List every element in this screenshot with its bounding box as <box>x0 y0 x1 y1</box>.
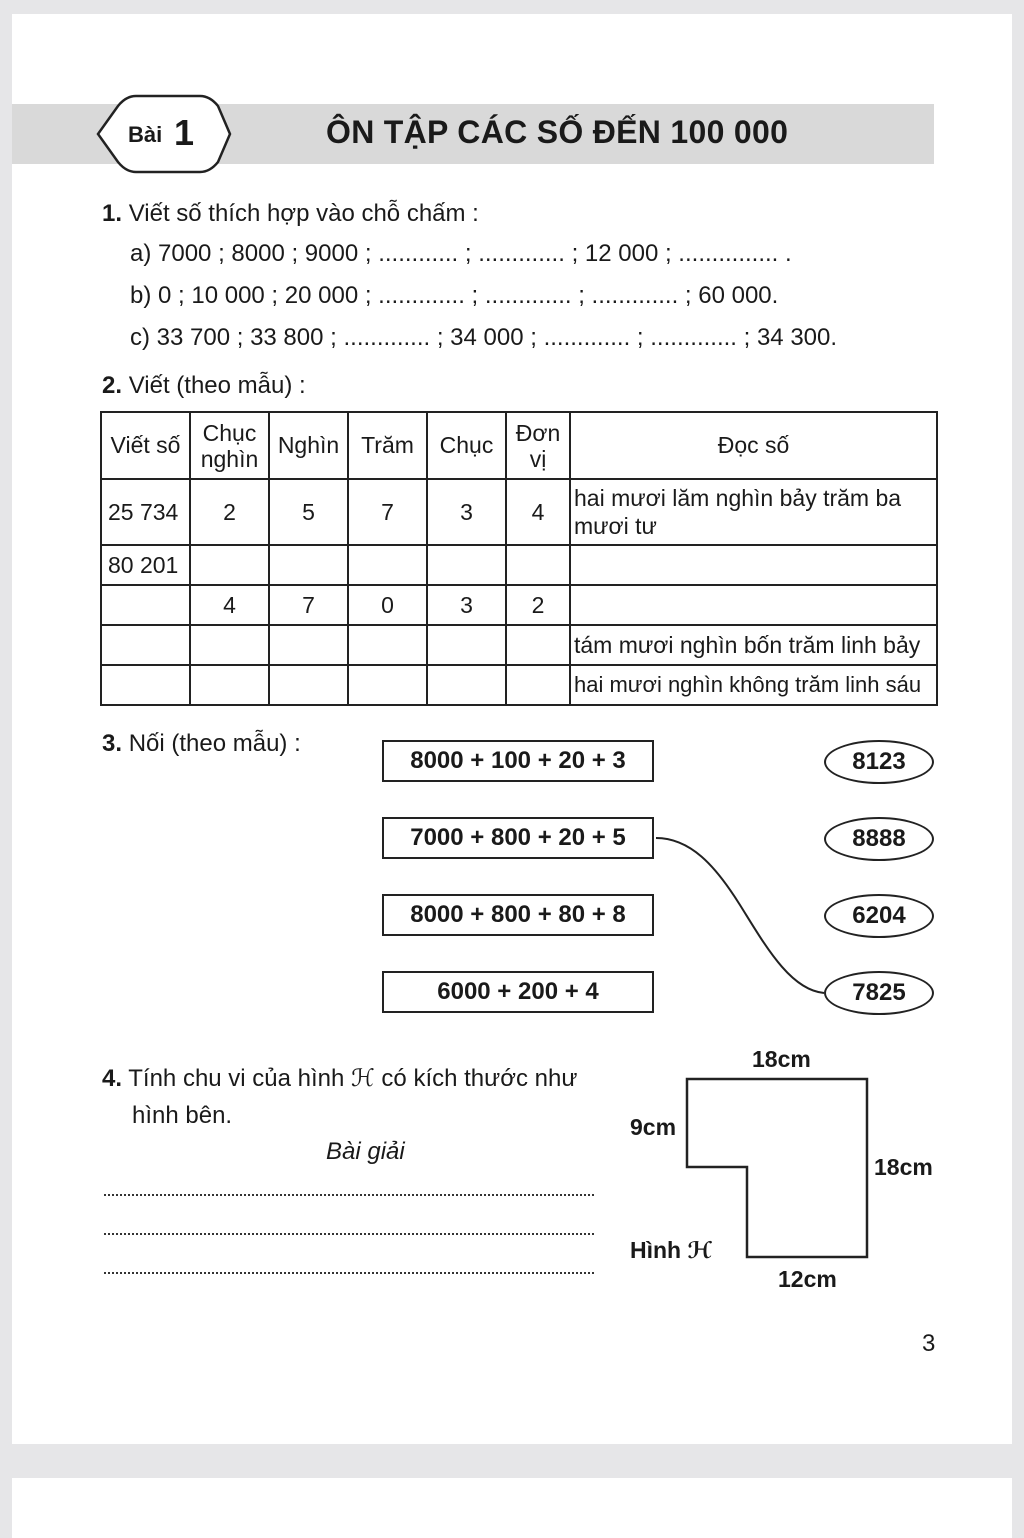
dimension-top: 18cm <box>752 1046 811 1072</box>
cell-chuc-nghin: 2 <box>190 479 269 545</box>
expression-box[interactable]: 7000 + 800 + 20 + 5 <box>382 817 654 859</box>
exercise-3-number: 3. <box>102 730 123 757</box>
cell-doc-so: hai mươi lăm nghìn bảy trăm ba mươi tư <box>570 479 937 545</box>
dimension-right: 18cm <box>874 1154 933 1180</box>
expression-box[interactable]: 8000 + 800 + 80 + 8 <box>382 894 654 936</box>
result-oval[interactable]: 7825 <box>824 971 934 1015</box>
result-oval[interactable]: 8888 <box>824 817 934 861</box>
result-oval[interactable]: 8123 <box>824 740 934 784</box>
lesson-word: Bài <box>128 122 163 147</box>
solution-label: Bài giải <box>326 1138 405 1165</box>
lesson-number: 1 <box>174 112 195 153</box>
header-tram: Trăm <box>348 412 427 479</box>
result-oval[interactable]: 6204 <box>824 894 934 938</box>
exercise-2-text: Viết (theo mẫu) : <box>128 372 306 399</box>
exercise-1-text: Viết số thích hợp vào chỗ chấm : <box>128 200 479 227</box>
page-title: ÔN TẬP CÁC SỐ ĐẾN 100 000 <box>326 114 789 150</box>
exercise-4-text-line2: hình bên. <box>132 1102 233 1129</box>
cell-doc-so: tám mươi nghìn bốn trăm linh bảy <box>570 625 937 665</box>
header-chuc: Chục <box>427 412 506 479</box>
dimension-left: 9cm <box>630 1114 677 1140</box>
header-nghin: Nghìn <box>269 412 348 479</box>
header-viet-so: Viết số <box>101 412 190 479</box>
cell-tram: 0 <box>348 585 427 625</box>
expression-box[interactable]: 6000 + 200 + 4 <box>382 971 654 1013</box>
cell-tram: 7 <box>348 479 427 545</box>
cell-number: 25 734 <box>101 479 190 545</box>
cell-nghin: 5 <box>269 479 348 545</box>
exercise-4-text: Tính chu vi của hình ℋ có kích thước như <box>128 1065 578 1092</box>
figure-name: Hình ℋ <box>630 1237 713 1263</box>
page-number: 3 <box>922 1330 936 1357</box>
cell-chuc: 3 <box>427 585 506 625</box>
header-don-vi: Đơn vị <box>506 412 570 479</box>
cell-doc-so: hai mươi nghìn không trăm linh sáu <box>570 665 937 705</box>
cell-chuc: 3 <box>427 479 506 545</box>
exercise-1-line-c: c) 33 700 ; 33 800 ; ............. ; 34 000 ; ............. ; ............. ; 34 300. <box>130 324 838 351</box>
exercise-1-number: 1. <box>102 200 123 227</box>
cell-chuc-nghin: 4 <box>190 585 269 625</box>
header-chuc-nghin: Chục nghìn <box>190 412 269 479</box>
cell-nghin: 7 <box>269 585 348 625</box>
exercise-4-number: 4. <box>102 1065 123 1092</box>
exercise-1-line-b: b) 0 ; 10 000 ; 20 000 ; ............. ; ............. ; ............. ; 60 000. <box>130 282 779 309</box>
cell-don-vi: 4 <box>506 479 570 545</box>
exercise-2-number: 2. <box>102 372 123 399</box>
exercise-3-text: Nối (theo mẫu) : <box>128 730 301 757</box>
dimension-bottom: 12cm <box>778 1266 837 1292</box>
expression-box[interactable]: 8000 + 100 + 20 + 3 <box>382 740 654 782</box>
header-doc-so: Đọc số <box>570 412 937 479</box>
cell-number: 80 201 <box>101 545 190 585</box>
exercise-1-line-a: a) 7000 ; 8000 ; 9000 ; ............ ; ............. ; 12 000 ; ............... . <box>130 240 792 267</box>
cell-don-vi: 2 <box>506 585 570 625</box>
